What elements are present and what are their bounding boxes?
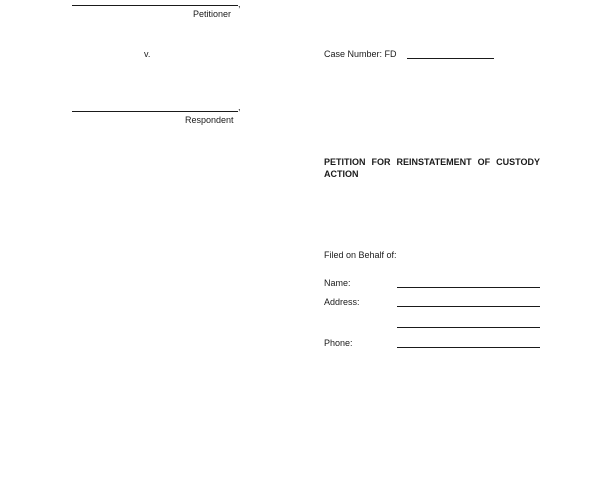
petitioner-label: Petitioner (193, 9, 232, 19)
document-title-word: PETITION (324, 157, 366, 167)
name-field-line[interactable] (397, 278, 540, 288)
document-title-line-1 (324, 156, 540, 168)
petitioner-name-line[interactable] (72, 0, 238, 6)
document-title-word: CUSTODY (496, 157, 540, 167)
address-field-line-1[interactable] (397, 297, 540, 307)
document-title-word: REINSTATEMENT (396, 157, 472, 167)
petitioner-line-comma: , (238, 0, 241, 9)
case-number-label: Case Number: FD (324, 49, 397, 59)
document-title-word: OF (477, 157, 491, 167)
address-field-line-2[interactable] (397, 318, 540, 328)
respondent-name-line[interactable] (72, 103, 238, 112)
document-title (324, 156, 540, 180)
filed-on-behalf-label: Filed on Behalf of: (324, 250, 397, 260)
name-label: Name: (324, 278, 351, 288)
document-title-line-2: ACTION (324, 169, 359, 179)
respondent-label: Respondent (185, 115, 234, 125)
versus-label: v. (144, 49, 151, 59)
case-number-line[interactable] (407, 49, 494, 59)
phone-field-line[interactable] (397, 338, 540, 348)
document-title-word: FOR (371, 157, 391, 167)
phone-label: Phone: (324, 338, 353, 348)
address-label: Address: (324, 297, 360, 307)
respondent-line-comma: , (238, 102, 241, 112)
